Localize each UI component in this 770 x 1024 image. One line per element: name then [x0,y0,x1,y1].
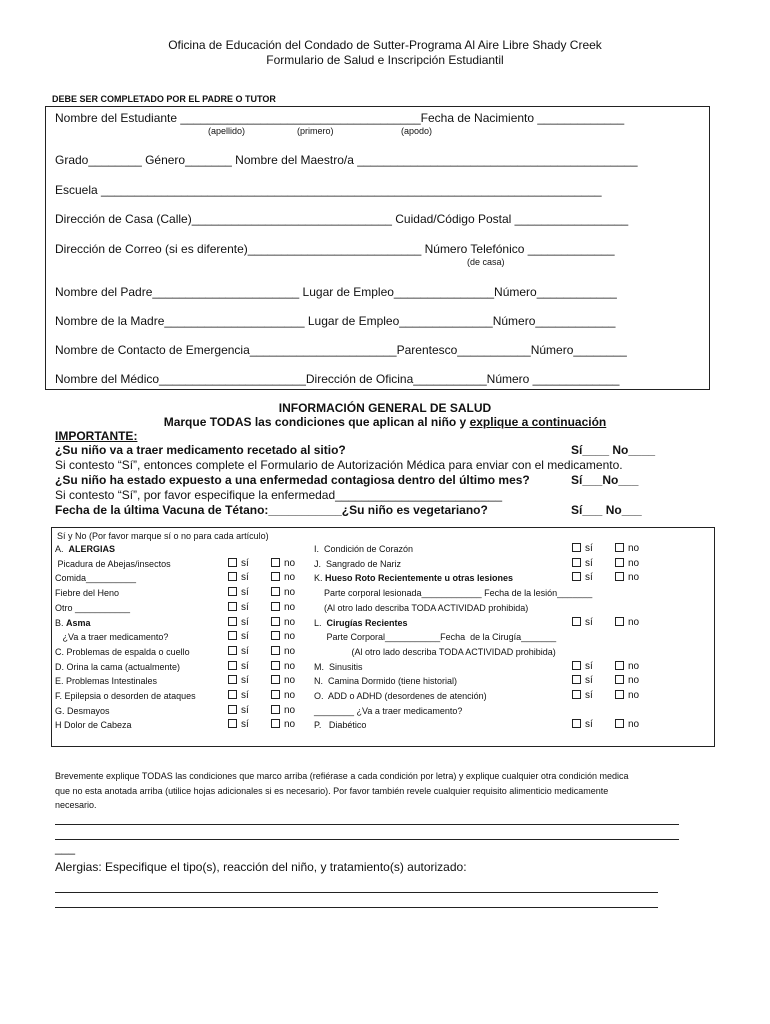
checkbox-square-icon[interactable] [615,543,624,552]
checkbox-label: no [628,572,640,583]
condition-text: D. Orina la cama (actualmente) [55,662,181,672]
left-condition-label [55,573,136,583]
checkbox-square-icon[interactable] [615,572,624,581]
question-contagious: ¿Su niño ha estado expuesto a una enfermedad contagiosa dentro del último mes? [55,473,530,487]
checkbox-square-icon[interactable] [271,631,280,640]
checkbox-label: sí [241,675,249,686]
right-no-checkbox[interactable] [615,558,639,569]
checkbox-label: no [284,558,296,569]
checkbox-square-icon[interactable] [271,602,280,611]
right-si-checkbox[interactable] [572,661,593,672]
left-no-checkbox[interactable] [271,631,295,642]
checkbox-label: sí [585,719,593,730]
form-header-office: Oficina de Educación del Condado de Sutter-Programa Al Aire Libre Shady Creek [168,38,602,52]
doctor-field[interactable]: Nombre del Médico______________________Dirección de Oficina___________Número _____________ [55,372,620,386]
checkbox-label: sí [241,631,249,642]
checkbox-label: no [628,617,640,628]
right-si-checkbox[interactable] [572,543,593,554]
checkbox-square-icon[interactable] [572,543,581,552]
checkbox-label: sí [585,617,593,628]
condition-text: J. Sangrado de Nariz [314,559,402,569]
checkbox-label: no [284,719,296,730]
explain-write-line-1[interactable] [55,824,679,825]
checkbox-label: sí [585,675,593,686]
grade-gender-teacher-field[interactable]: Grado________ Género_______ Nombre del Maestro/a __________________________________________ [55,153,638,167]
left-si-checkbox[interactable] [228,646,249,657]
explain-line-2: que no esta anotada arriba (utilice hojas adicionales si es necesario). Por favor también revele cualquier requisito alimenticio medicamente [55,786,609,796]
right-no-checkbox[interactable] [615,543,639,554]
left-no-checkbox[interactable] [271,617,295,628]
condition-text: I. Condición de Corazón [314,544,414,554]
condition-text: H Dolor de Cabeza [55,720,132,730]
checkbox-label: sí [241,690,249,701]
left-si-checkbox[interactable] [228,705,249,716]
student-name-field[interactable]: Nombre del Estudiante ____________________________________Fecha de Nacimiento _____________ [55,111,625,125]
checkbox-square-icon[interactable] [615,690,624,699]
checkbox-square-icon[interactable] [271,719,280,728]
condition-text: Comida__________ [55,573,137,583]
right-condition-label [314,632,556,642]
explain-dash: ___ [55,841,76,855]
checkbox-label: no [628,661,640,672]
left-condition-label [55,720,132,730]
checkbox-square-icon[interactable] [271,617,280,626]
right-si-checkbox[interactable] [572,719,593,730]
checkbox-label: no [284,572,296,583]
checkbox-square-icon[interactable] [572,572,581,581]
checkbox-square-icon[interactable] [572,558,581,567]
checkbox-square-icon[interactable] [228,719,237,728]
right-si-checkbox[interactable] [572,690,593,701]
condition-text: B. [55,618,67,628]
home-phone-sub: (de casa) [467,257,505,267]
left-condition-label [55,691,196,701]
right-si-checkbox[interactable] [572,558,593,569]
left-condition-label [55,676,157,686]
checkbox-label: sí [241,587,249,598]
checkbox-label: no [284,646,296,657]
right-condition-label [314,618,408,628]
left-si-checkbox[interactable] [228,719,249,730]
checkbox-square-icon[interactable] [228,690,237,699]
condition-text: Parte corporal lesionada____________ Fecha de la lesión_______ [314,588,593,598]
mother-field[interactable]: Nombre de la Madre_____________________ Lugar de Empleo______________Número____________ [55,314,616,328]
right-condition-label [314,720,366,730]
right-condition-label [314,588,592,598]
checkbox-square-icon[interactable] [228,661,237,670]
question-contagious-answer[interactable]: Sí___No___ [571,473,639,487]
student-name-sub-apellido: (apellido) [208,126,246,136]
right-no-checkbox[interactable] [615,719,639,730]
important-label: IMPORTANTE: [55,429,138,443]
condition-text: A. [55,544,69,554]
checkbox-label: sí [585,690,593,701]
checkbox-label: no [284,602,296,613]
checkbox-label: sí [241,602,249,613]
checkbox-label: no [284,705,296,716]
checkbox-square-icon[interactable] [228,675,237,684]
right-si-checkbox[interactable] [572,617,593,628]
checkbox-square-icon[interactable] [615,661,624,670]
condition-text: M. Sinusitis [314,662,363,672]
checkbox-label: sí [585,572,593,583]
checkbox-label: no [628,558,640,569]
question-tetanus-vegetarian[interactable]: Fecha de la última Vacuna de Tétano:___________¿Su niño es vegetariano? [55,503,488,517]
checkbox-square-icon[interactable] [228,558,237,567]
right-condition-label [314,603,528,613]
mail-address-phone-field[interactable]: Dirección de Correo (si es diferente)__________________________ Número Telefónico _____________ [55,242,615,256]
condition-bold-text: Asma [66,618,91,628]
condition-text: (Al otro lado describa TODA ACTIVIDAD prohibida) [314,647,556,657]
condition-text: K. [314,573,326,583]
left-si-checkbox[interactable] [228,690,249,701]
checkbox-label: sí [241,646,249,657]
condition-text: E. Problemas Intestinales [55,676,158,686]
checkbox-square-icon[interactable] [228,572,237,581]
left-si-checkbox[interactable] [228,661,249,672]
general-health-subtitle [0,415,770,429]
checkbox-square-icon[interactable] [271,661,280,670]
must-complete-note: DEBE SER COMPLETADO POR EL PADRE O TUTOR [52,94,276,104]
explain-write-line-2[interactable] [55,839,679,840]
subtitle-underlined: explique a continuación [469,415,607,429]
condition-text: ________ ¿Va a traer medicamento? [314,706,463,716]
condition-bold-text: ALERGIAS [68,544,116,554]
checkbox-label: sí [241,572,249,583]
right-si-checkbox[interactable] [572,675,593,686]
checkbox-square-icon[interactable] [228,631,237,640]
checkbox-square-icon[interactable] [228,602,237,611]
right-condition-label [314,676,457,686]
checkbox-square-icon[interactable] [615,719,624,728]
left-no-checkbox[interactable] [271,602,295,613]
left-no-checkbox[interactable] [271,690,295,701]
checkbox-label: sí [585,661,593,672]
left-si-checkbox[interactable] [228,572,249,583]
left-no-checkbox[interactable] [271,558,295,569]
subtitle-text: Marque TODAS las condiciones que aplican al niño y [163,415,470,429]
condition-text: Fiebre del Heno [55,588,120,598]
left-no-checkbox[interactable] [271,661,295,672]
left-si-checkbox[interactable] [228,617,249,628]
home-address-field[interactable]: Dirección de Casa (Calle)______________________________ Cuidad/Código Postal _________________ [55,212,629,226]
emergency-contact-field[interactable]: Nombre de Contacto de Emergencia______________________Parentesco___________Número________ [55,343,627,357]
allergies-write-line-1[interactable] [55,892,658,893]
checkbox-square-icon[interactable] [228,587,237,596]
question-medication-answer[interactable]: Sí____ No____ [571,443,656,457]
checkbox-label: no [284,587,296,598]
father-field[interactable]: Nombre del Padre______________________ Lugar de Empleo_______________Número____________ [55,285,617,299]
checkbox-square-icon[interactable] [271,558,280,567]
left-si-checkbox[interactable] [228,602,249,613]
explain-line-3: necesario. [55,800,97,810]
condition-text: N. Camina Dormido (tiene historial) [314,676,458,686]
checkbox-square-icon[interactable] [572,690,581,699]
right-condition-label [314,662,363,672]
left-si-checkbox[interactable] [228,587,249,598]
left-no-checkbox[interactable] [271,646,295,657]
right-no-checkbox[interactable] [615,572,639,583]
student-name-sub-apodo: (apodo) [401,126,433,136]
left-condition-label [55,603,130,613]
question-medication: ¿Su niño va a traer medicamento recetado al sitio? [55,443,346,457]
medication-note: Si contesto “Sí”, entonces complete el Formulario de Autorización Médica para enviar con el medicamento. [55,458,623,472]
checkbox-square-icon[interactable] [271,705,280,714]
condition-text: (Al otro lado describa TODA ACTIVIDAD prohibida) [314,603,529,613]
checkbox-square-icon[interactable] [615,617,624,626]
left-si-checkbox[interactable] [228,558,249,569]
checkbox-label: no [284,617,296,628]
checkbox-square-icon[interactable] [228,705,237,714]
left-no-checkbox[interactable] [271,572,295,583]
left-condition-label [55,632,168,642]
condition-text: L. [314,618,327,628]
right-no-checkbox[interactable] [615,675,639,686]
checkbox-label: no [284,690,296,701]
checkbox-square-icon[interactable] [572,719,581,728]
left-condition-label [55,618,91,628]
condition-text: F. Epilepsia o desorden de ataques [55,691,196,701]
left-no-checkbox[interactable] [271,705,295,716]
left-condition-label [55,544,115,554]
condition-bold-text: Cirugías Recientes [326,618,408,628]
left-si-checkbox[interactable] [228,675,249,686]
checkbox-label: sí [585,558,593,569]
checkbox-square-icon[interactable] [572,675,581,684]
left-no-checkbox[interactable] [271,719,295,730]
right-condition-label [314,691,487,701]
right-no-checkbox[interactable] [615,690,639,701]
checkbox-label: no [284,675,296,686]
condition-text: C. Problemas de espalda o cuello [55,647,190,657]
checkbox-label: no [628,675,640,686]
condition-text: ¿Va a traer medicamento? [55,632,169,642]
checkbox-label: no [284,631,296,642]
checkbox-label: sí [241,719,249,730]
checkbox-label: sí [241,705,249,716]
right-condition-label [314,573,513,583]
right-no-checkbox[interactable] [615,661,639,672]
checkbox-square-icon[interactable] [228,646,237,655]
right-si-checkbox[interactable] [572,572,593,583]
checkbox-square-icon[interactable] [615,558,624,567]
condition-text: Picadura de Abejas/insectos [55,559,171,569]
checkbox-label: no [628,690,640,701]
checkbox-square-icon[interactable] [572,617,581,626]
condition-text: Otro ___________ [55,603,131,613]
checkbox-square-icon[interactable] [271,587,280,596]
allergies-write-line-2[interactable] [55,907,658,908]
left-no-checkbox[interactable] [271,587,295,598]
condition-text: G. Desmayos [55,706,110,716]
condition-bold-text: Hueso Roto Recientemente u otras lesiones [325,573,514,583]
condition-text: P. Diabético [314,720,367,730]
right-condition-label [314,544,413,554]
checkbox-label: sí [241,661,249,672]
checkbox-label: no [628,543,640,554]
checkbox-square-icon[interactable] [271,572,280,581]
student-name-sub-primero: (primero) [297,126,334,136]
left-condition-label [55,662,180,672]
school-field[interactable]: Escuela ___________________________________________________________________________ [55,183,602,197]
checkbox-label: no [284,661,296,672]
left-condition-label [55,559,171,569]
right-condition-label [314,647,556,657]
contagious-note[interactable]: Si contesto “Sí”, por favor especifique la enfermedad_________________________ [55,488,502,502]
right-condition-label [314,559,401,569]
question-vegetarian-answer[interactable]: Sí___ No___ [571,503,642,517]
checkbox-square-icon[interactable] [271,690,280,699]
left-no-checkbox[interactable] [271,675,295,686]
left-si-checkbox[interactable] [228,631,249,642]
checkbox-square-icon[interactable] [615,675,624,684]
checkbox-square-icon[interactable] [271,675,280,684]
form-header-title: Formulario de Salud e Inscripción Estudiantil [266,53,504,67]
general-health-title: INFORMACIÓN GENERAL DE SALUD [278,401,492,415]
condition-text: Parte Corporal___________Fecha de la Cirugía_______ [314,632,557,642]
checkbox-label: sí [241,558,249,569]
explain-line-1: Brevemente explique TODAS las condiciones que marco arriba (refiérase a cada condición por letra) y explique cualquier otra condición medica [55,771,629,781]
left-condition-label [55,706,110,716]
checkbox-square-icon[interactable] [228,617,237,626]
checkbox-label: sí [241,617,249,628]
right-condition-label [314,706,462,716]
checklist-instruction: Sí y No (Por favor marque sí o no para cada artículo) [57,531,269,541]
checkbox-label: no [628,719,640,730]
condition-text: O. ADD o ADHD (desordenes de atención) [314,691,487,701]
left-condition-label [55,647,190,657]
checkbox-square-icon[interactable] [271,646,280,655]
checkbox-label: sí [585,543,593,554]
checkbox-square-icon[interactable] [572,661,581,670]
left-condition-label [55,588,119,598]
allergies-prompt: Alergias: Especifique el tipo(s), reacción del niño, y tratamiento(s) autorizado: [55,860,467,874]
right-no-checkbox[interactable] [615,617,639,628]
